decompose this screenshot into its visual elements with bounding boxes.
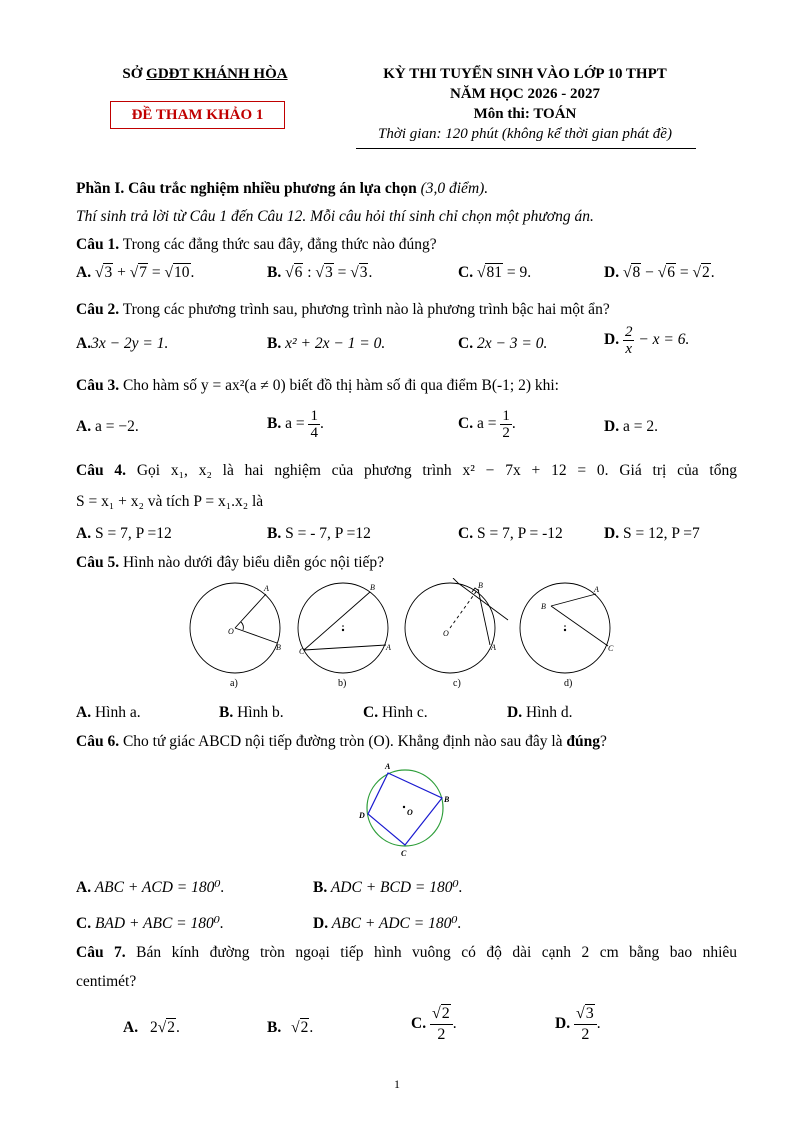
q1-option-b: B. √6 : √3 = √3. bbox=[267, 264, 373, 281]
q4-option-d: D. S = 12, P =7 bbox=[604, 525, 700, 542]
q2-option-c: C. 2x − 3 = 0. bbox=[458, 335, 548, 352]
q6-option-b: B. ADC + BCD = 180⁰. bbox=[313, 879, 463, 896]
fig-label-b: b) bbox=[338, 678, 347, 689]
svg-text:D: D bbox=[359, 811, 365, 820]
fig-label-d: d) bbox=[564, 678, 573, 689]
q6-option-d: D. ABC + ADC = 180⁰. bbox=[313, 915, 462, 932]
school-year: NĂM HỌC 2026 - 2027 bbox=[450, 86, 600, 102]
svg-text:A: A bbox=[594, 585, 599, 594]
svg-text:A: A bbox=[385, 762, 391, 771]
q5-option-a: A. Hình a. bbox=[76, 704, 141, 721]
q1-option-a: A. √3 + √7 = √10. bbox=[76, 264, 195, 281]
q2-option-b: B. x² + 2x − 1 = 0. bbox=[267, 335, 386, 352]
q7-option-c: C. $\frac{√2}{2}$ . bbox=[411, 1005, 457, 1043]
question-4-line2: S = x₁ + x₂ và tích P = x₁.x₂ là bbox=[76, 493, 264, 510]
header-divider bbox=[356, 148, 696, 149]
q6-quadrilateral bbox=[368, 773, 442, 845]
svg-text:C: C bbox=[299, 647, 305, 656]
question-7-line2: centimét? bbox=[76, 973, 137, 990]
q6-figure bbox=[355, 758, 455, 864]
figure-d-circle bbox=[520, 583, 610, 673]
svg-text:B: B bbox=[370, 583, 375, 592]
q2-option-a: A.3x − 2y = 1. bbox=[76, 335, 169, 352]
question-3: Câu 3. Cho hàm số y = ax²(a ≠ 0) biết đồ thị hàm số đi qua điểm B(-1; 2) khi: bbox=[76, 377, 559, 394]
subject: Môn thi: TOÁN bbox=[473, 106, 577, 122]
svg-text:C: C bbox=[401, 849, 407, 858]
q6-option-c: C. BAD + ABC = 180⁰. bbox=[76, 915, 224, 932]
q5-figures bbox=[180, 578, 630, 690]
part1-title: Phần I. Câu trắc nghiệm nhiều phương án lựa chọn (3,0 điểm). bbox=[76, 180, 489, 197]
department-name: SỞ GDĐT KHÁNH HÒA bbox=[122, 66, 288, 82]
svg-text:B: B bbox=[276, 643, 281, 652]
svg-text:O: O bbox=[228, 627, 234, 636]
q1-option-d: D. √8 − √6 = √2. bbox=[604, 264, 715, 281]
svg-text:A: A bbox=[386, 643, 391, 652]
q7-option-d: D. $\frac{√3}{2}$ . bbox=[555, 1005, 601, 1043]
svg-text:B: B bbox=[444, 795, 450, 804]
q3-option-b: B. a = $\frac{1}{4}$ . bbox=[267, 408, 324, 441]
exam-time: Thời gian: 120 phút (không kể thời gian phát đề) bbox=[378, 126, 672, 142]
q7-option-b: B. √2. bbox=[267, 1019, 314, 1036]
page-number: 1 bbox=[394, 1077, 400, 1091]
q3-option-d: D. a = 2. bbox=[604, 418, 658, 435]
q7-option-a: A. 2√2. bbox=[123, 1019, 180, 1036]
question-4-line1: Câu 4. Gọi x₁, x₂ là hai nghiệm của phương trình x² − 7x + 12 = 0. Giá trị của tổng bbox=[76, 462, 737, 479]
reference-exam-badge: ĐỀ THAM KHẢO 1 bbox=[110, 101, 285, 129]
question-2: Câu 2. Trong các phương trình sau, phương trình nào là phương trình bậc hai một ẩn? bbox=[76, 301, 610, 318]
svg-text:B: B bbox=[541, 602, 546, 611]
svg-text:C: C bbox=[608, 644, 614, 653]
svg-text:O: O bbox=[443, 629, 449, 638]
q4-option-c: C. S = 7, P = -12 bbox=[458, 525, 563, 542]
question-1: Câu 1. Trong các đẳng thức sau đây, đẳng thức nào đúng? bbox=[76, 236, 437, 253]
q5-option-d: D. Hình d. bbox=[507, 704, 573, 721]
question-6: Câu 6. Cho tứ giác ABCD nội tiếp đường tròn (O). Khẳng định nào sau đây là đúng? bbox=[76, 733, 607, 750]
svg-text:A: A bbox=[264, 584, 269, 593]
q5-option-c: C. Hình c. bbox=[363, 704, 428, 721]
svg-text:B: B bbox=[478, 581, 483, 590]
part1-instruction: Thí sinh trả lời từ Câu 1 đến Câu 12. Mỗi câu hỏi thí sinh chỉ chọn một phương án. bbox=[76, 208, 594, 225]
svg-text:A: A bbox=[491, 643, 496, 652]
fig-label-a: a) bbox=[230, 678, 238, 689]
q5-option-b: B. Hình b. bbox=[219, 704, 284, 721]
q3-option-c: C. a = $\frac{1}{2}$ . bbox=[458, 408, 516, 441]
question-5: Câu 5. Hình nào dưới đây biểu diễn góc nội tiếp? bbox=[76, 554, 385, 571]
q3-option-a: A. a = −2. bbox=[76, 418, 139, 435]
question-7-line1: Câu 7. Bán kính đường tròn ngoại tiếp hình vuông có độ dài cạnh 2 cm bằng bao nhiêu bbox=[76, 944, 738, 961]
q4-option-b: B. S = - 7, P =12 bbox=[267, 525, 371, 542]
figure-b-circle bbox=[298, 583, 388, 673]
fig-label-c: c) bbox=[453, 678, 461, 689]
q2-option-d: D. $\frac{2}{x}$ − x = 6. bbox=[604, 324, 690, 357]
q1-option-c: C. √81 = 9. bbox=[458, 264, 532, 281]
exam-title: KỲ THI TUYỂN SINH VÀO LỚP 10 THPT bbox=[383, 66, 667, 82]
svg-text:O: O bbox=[407, 808, 413, 817]
q4-option-a: A. S = 7, P =12 bbox=[76, 525, 172, 542]
q6-option-a: A. ABC + ACD = 180⁰. bbox=[76, 879, 225, 896]
